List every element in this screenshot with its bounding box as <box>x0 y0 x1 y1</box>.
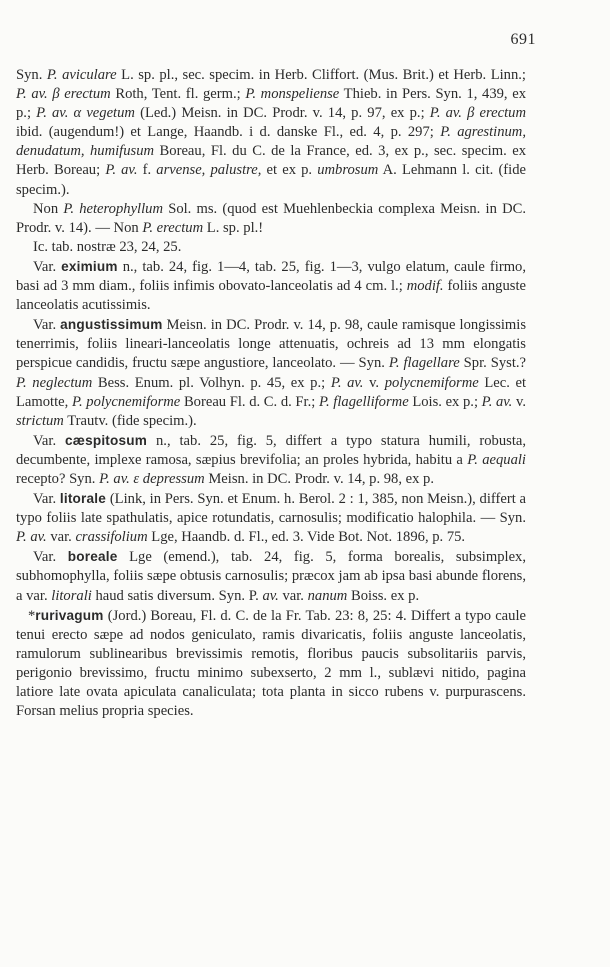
text-run: Boiss. ex p. <box>347 587 420 604</box>
variety-name: eximium <box>61 258 118 274</box>
italic-run: P. av. β erectum <box>429 105 527 122</box>
paragraph-var-boreale <box>16 547 526 605</box>
italic-run: umbrosum <box>317 162 379 179</box>
text-run: A. Lehmann l. cit. (fide specim.). <box>16 162 526 198</box>
paragraph-var-litorale <box>16 489 526 547</box>
text-run: Lois. ex p.; <box>408 393 482 410</box>
italic-run: modif. <box>406 278 444 295</box>
text-run: Lge, Haandb. d. Fl., ed. 3. Vide Bot. Not. 1896, p. 75. <box>147 529 466 546</box>
text-run: Boreau Fl. d. C. d. Fr.; <box>180 393 319 410</box>
text-run: Trautv. (fide specim.). <box>63 412 197 429</box>
page-number: 691 <box>510 31 536 48</box>
text-run: * <box>28 607 36 624</box>
italic-run: P. av. <box>16 529 47 546</box>
variety-name: angustissimum <box>60 317 163 333</box>
text-run: L. sp. pl.! <box>203 219 264 236</box>
italic-run: P. aviculare <box>46 67 117 83</box>
text-run: Var. <box>33 549 68 566</box>
text-run: var. <box>278 587 308 604</box>
paragraph-synonyms <box>16 66 526 200</box>
paragraph-icones <box>16 238 526 257</box>
text-run: et ex p. <box>261 162 318 179</box>
text-run: Var. <box>33 317 61 334</box>
text-run: (Led.) Meisn. in DC. Prodr. v. 14, p. 97, ex p.; <box>134 105 430 122</box>
text-run: Var. <box>33 491 60 508</box>
variety-name: rurivagum <box>35 607 104 623</box>
text-run: Syn. <box>16 67 47 83</box>
text-run: v. <box>512 393 526 410</box>
italic-run: P. neglectum <box>16 374 93 391</box>
text-run: n., tab. 25, fig. 5, differt a typo statura humili, robusta, decumbente, implexe ramosa, sæpius brevifolia; an proles hybrida, habitu a <box>16 432 526 468</box>
text-run: ibid. (augendum!) et Lange, Haandb. i d. danske Fl., ed. 4, p. 297; <box>16 124 441 141</box>
text-run: Thieb. in Pers. Syn. 1, 439, ex p.; <box>16 86 526 122</box>
text-run: foliis anguste lanceolatis acutissimis. <box>16 278 526 314</box>
paragraph-rurivagum <box>16 606 526 722</box>
text-run: Lge (emend.), tab. 24, fig. 5, forma borealis, subsimplex, subhomophylla, foliis sæpe obtusis carnosulis; præcox jam ab ipsa basi abunde florens, a var. <box>16 549 526 604</box>
italic-run: P. polycnemiforme <box>71 393 181 410</box>
text-run: Meisn. in DC. Prodr. v. 14, p. 98, caule ramisque longissimis tenerrimis, foliis lineari-lanceolatis longe attenuatis, ochreis ad 13 mm elongatis perspicue candidis, fructu sæpe angustiore, lanceolato. — Syn. <box>16 317 527 372</box>
paragraph-var-caespitosum <box>16 431 526 489</box>
text-run: n., tab. 24, fig. 1—4, tab. 25, fig. 1—3, vulgo elatum, caule firmo, basi ad 3 mm diam., foliis infimis obovato-lanceolatis ad 4 cm. l.; <box>16 258 527 295</box>
text-run: Lec. et Lamotte, <box>16 374 527 410</box>
text-run: Sol. ms. (quod est Muehlenbeckia complexa Meisn. in DC. Prodr. v. 14). — Non <box>16 200 526 236</box>
text-run: f. <box>137 162 157 179</box>
italic-run: P. agrestinum, denudatum, humifusum <box>16 124 526 160</box>
italic-run: P. av. α vegetum <box>36 105 135 122</box>
text-run: var. <box>46 529 76 546</box>
paragraph-non <box>16 200 526 238</box>
text-run: recepto? Syn. <box>16 470 100 487</box>
italic-run: P. erectum <box>142 219 204 236</box>
variety-name: litorale <box>59 491 107 507</box>
text-run: (Jord.) Boreau, Fl. d. C. de la Fr. Tab. 23: 8, 25: 4. Differt a typo caule tenui erecto sæpe ad nodos geniculato, ramis divaricatis, foliis anguste lanceolatis, ramulorum sublinearibus brevissimis remotis, floribus paucis subsolitariis parvis, perigonio brevissimo, fructu minimo subexserto, 2 mm l., sublævi nitido, pagina latiore late ovata apiculata canaliculata; tota planta in sicco rubens v. purpurascens. Forsan melius propria species. <box>16 607 526 720</box>
italic-run: P. av. <box>330 374 364 391</box>
italic-run: polycnemiforme <box>384 374 479 391</box>
italic-run: P. flagellare <box>388 355 460 372</box>
text-run: L. sp. pl., sec. specim. in Herb. Cliffort. (Mus. Brit.) et Herb. Linn.; <box>116 67 526 83</box>
paragraph-var-eximium <box>16 257 526 315</box>
text-run: Var. <box>33 258 62 275</box>
text-run: Roth, Tent. fl. germ.; <box>110 86 246 103</box>
italic-run: P. av. ε depressum <box>99 470 205 487</box>
text-run: Non <box>33 200 64 217</box>
italic-run: P. monspeliense <box>245 86 340 103</box>
text-run: (Link, in Pers. Syn. et Enum. h. Berol. 2 : 1, 385, non Meisn.), differt a typo foliis late spathulatis, apice rotundatis, carnosulis; modificatio halophila. — Syn. <box>16 491 526 527</box>
text-run: Var. <box>33 432 66 449</box>
italic-run: P. flagelliforme <box>318 393 409 410</box>
italic-run: P. aequali <box>467 451 526 468</box>
italic-run: av. <box>262 587 279 604</box>
italic-run: arvense, palustre, <box>156 162 262 179</box>
text-run: Meisn. in DC. Prodr. v. 14, p. 98, ex p. <box>204 470 434 487</box>
text-run: Ic. tab. nostræ 23, 24, 25. <box>33 238 182 255</box>
italic-run: P. av. <box>481 393 513 410</box>
italic-run: nanum <box>307 587 348 604</box>
body-text <box>16 66 526 721</box>
paragraph-var-angustissimum <box>16 315 526 431</box>
text-run: haud satis diversum. Syn. P. <box>91 587 263 604</box>
italic-run: strictum <box>16 412 64 429</box>
italic-run: litorali <box>51 587 92 604</box>
text-run: Spr. Syst.? <box>459 355 526 372</box>
text-run: Boreau, Fl. du C. de la France, ed. 3, ex p., sec. specim. ex Herb. Boreau; <box>16 143 526 179</box>
italic-run: P. av. β erectum <box>16 86 111 103</box>
variety-name: cæspitosum <box>65 432 148 448</box>
text-run: Bess. Enum. pl. Volhyn. p. 45, ex p.; <box>92 374 331 391</box>
variety-name: boreale <box>67 549 118 565</box>
italic-run: crassifolium <box>75 529 148 546</box>
italic-run: P. av. <box>105 162 138 179</box>
italic-run: P. heterophyllum <box>63 200 163 217</box>
text-run: v. <box>363 374 385 391</box>
